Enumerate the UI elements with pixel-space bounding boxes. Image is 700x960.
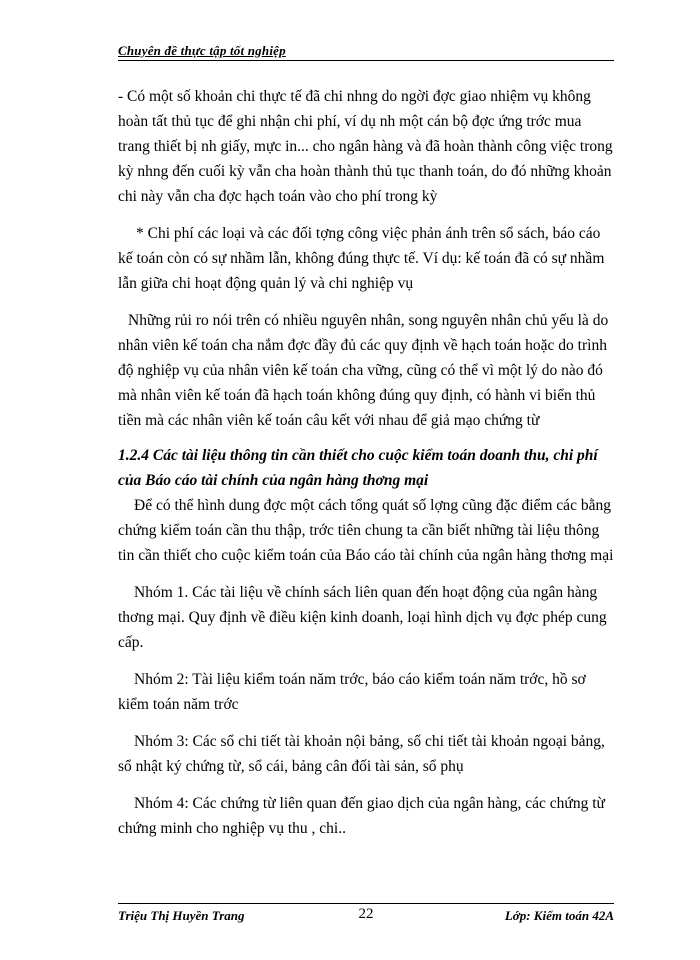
page-content (118, 84, 616, 853)
header-divider (118, 60, 614, 61)
section-heading-1-2-4: 1.2.4 Các tài liệu thông tin cần thiết cho cuộc kiểm toán doanh thu, chi phí của Báo cáo tài chính của ngân hàng thơng mại (118, 447, 598, 489)
paragraph-group-3: Nhóm 3: Các sổ chi tiết tài khoản nội bảng, sổ chi tiết tài khoản ngoại bảng, sổ nhật ký chứng từ, sổ cái, bảng cân đối tài sản, sổ phụ (118, 733, 605, 775)
footer-divider (118, 903, 614, 904)
footer-author: Triệu Thị Huyền Trang (118, 908, 245, 923)
paragraph-misclassified-expenses: * Chi phí các loại và các đối tợng công việc phản ánh trên sổ sách, báo cáo kế toán còn có sự nhầm lẫn, không đúng thực tế. Ví dụ: kế toán đã có sự nhầm lẫn giữa chi hoạt động quản lý và chi nghiệp vụ (118, 225, 605, 292)
paragraph-risk-causes: Những rủi ro nói trên có nhiều nguyên nhân, song nguyên nhân chủ yếu là do nhân viên kế toán cha nắm đợc đầy đủ các quy định về hạch toán hoặc do trình độ nghiệp vụ của nhân viên kế toán cha vững, cũng có thể vì một lý do nào đó mà nhân viên kế toán đã hạch toán không đúng quy định, có hành vi biển thủ tiền mà các nhân viên kế toán câu kết với nhau để giả mạo chứng từ (118, 312, 609, 429)
page-footer (118, 906, 614, 926)
page-number: 22 (358, 906, 374, 922)
paragraph-group-4: Nhóm 4: Các chứng từ liên quan đến giao dịch của ngân hàng, các chứng từ chứng minh cho nghiệp vụ thu , chi.. (118, 795, 605, 837)
paragraph-unrecorded-expenses: - Có một số khoản chi thực tế đã chi nhng do ngời đợc giao nhiệm vụ không hoàn tất thủ tục để ghi nhận chi phí, ví dụ nh một cán bộ đợc ứng trớc mua trang thiết bị nh giấy, mực in... cho ngân hàng và đã hoàn thành công việc trong kỳ nhng đến cuối kỳ vẫn cha hoàn thành thủ tục thanh toán, do đó những khoản chi này vẫn cha đợc hạch toán vào cho phí trong kỳ (118, 88, 613, 205)
paragraph-evidence-intro: Để có thể hình dung đợc một cách tổng quát số lợng cũng đặc điểm các bằng chứng kiểm toán cần thu thập, trớc tiên chung ta cần biết những tài liệu thông tin cần thiết cho cuộc kiểm toán của Báo cáo tài chính của ngân hàng thơng mại (118, 497, 614, 564)
paragraph-group-1: Nhóm 1. Các tài liệu về chính sách liên quan đến hoạt động của ngân hàng thơng mại. Quy định về điều kiện kinh doanh, loại hình dịch vụ đợc phép cung cấp. (118, 584, 607, 651)
page-header-title: Chuyên đề thực tập tốt nghiệp (118, 43, 286, 58)
footer-class-label: Lớp: Kiểm toán 42A (504, 908, 614, 923)
paragraph-group-2: Nhóm 2: Tài liệu kiểm toán năm trớc, báo cáo kiểm toán năm trớc, hồ sơ kiểm toán năm trớc (118, 671, 586, 713)
